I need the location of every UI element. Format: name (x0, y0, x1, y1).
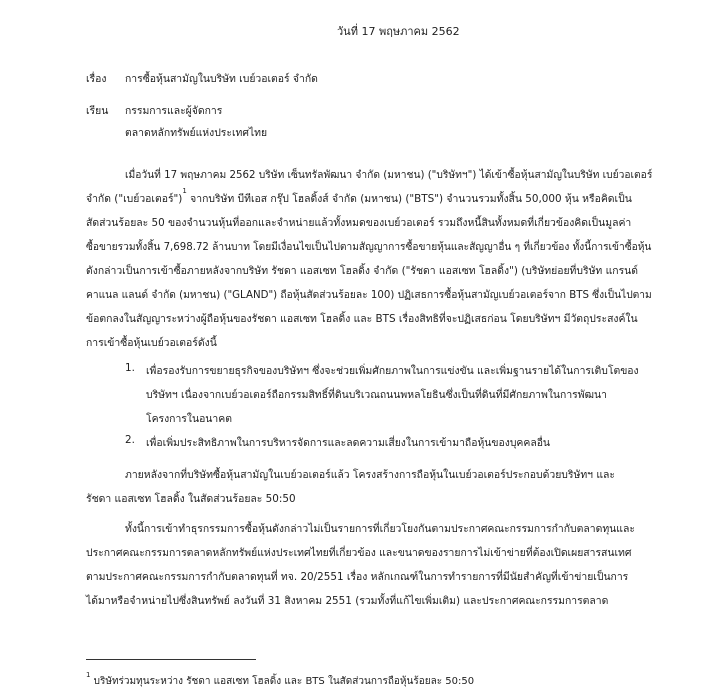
subject-text: การซื้อหุ้นสามัญในบริษัท เบย์วอเตอร์ จำกัด (125, 73, 318, 85)
recipient-label: เรียน (86, 105, 109, 117)
paragraph-line: ได้มาหรือจำหน่ายไปซึ่งสินทรัพย์ ลงวันที่ 31 สิงหาคม 2551 (รวมทั้งที่แก้ไขเพิ่มเติม) และประกาศคณะกรรมการตลาด (86, 595, 609, 607)
paragraph-line: ภายหลังจากที่บริษัทซื้อหุ้นสามัญในเบย์วอเตอร์แล้ว โครงสร้างการถือหุ้นในเบย์วอเตอร์ประกอบด้วยบริษัทฯ และ (125, 469, 615, 481)
paragraph-line: การเข้าซื้อหุ้นเบย์วอเตอร์ดังนี้ (86, 337, 217, 349)
paragraph-line (86, 187, 632, 207)
list-number: 2. (125, 434, 135, 446)
paragraph-line: เมื่อวันที่ 17 พฤษภาคม 2562 บริษัท เซ็นทรัลพัฒนา จำกัด (มหาชน) ("บริษัทฯ") ได้เข้าซื้อหุ้นสามัญในบริษัท เบย์วอเตอร์ (125, 169, 653, 181)
paragraph-line: ทั้งนี้การเข้าทำธุรกรรมการซื้อหุ้นดังกล่าวไม่เป็นรายการที่เกี่ยวโยงกันตามประกาศคณะกรรมการกำกับตลาดทุนและ (125, 523, 635, 535)
paragraph-line: ข้อตกลงในสัญญาระหว่างผู้ถือหุ้นของรัชดา แอสเซท โฮลดิ้ง และ BTS เรื่องสิทธิที่จะปฏิเสธก่อน โดยบริษัทฯ มีวัตถุประสงค์ใน (86, 313, 638, 325)
paragraph-text: จำกัด ("เบย์วอเตอร์") (86, 193, 183, 205)
paragraph-line: รัชดา แอสเซท โฮลดิ้ง ในสัดส่วนร้อยละ 50:50 (86, 493, 296, 505)
list-number: 1. (125, 362, 135, 374)
paragraph-line: คาแนล แลนด์ จำกัด (มหาชน) ("GLAND") ถือหุ้นสัดส่วนร้อยละ 100) ปฏิเสธการซื้อหุ้นสามัญเบย์วอเตอร์จาก BTS ซึ่งเป็นไปตาม (86, 289, 652, 301)
subject-label: เรื่อง (86, 73, 107, 85)
paragraph-line: ประกาศคณะกรรมการตลาดหลักทรัพย์แห่งประเทศไทยที่เกี่ยวข้อง และขนาดของรายการไม่เข้าข่ายที่ต้องเปิดเผยสารสนเทศ (86, 547, 632, 559)
footnote-text: บริษัทร่วมทุนระหว่าง รัชดา แอสเซท โฮลดิ้ง และ BTS ในสัดส่วนการถือหุ้นร้อยละ 50:50 (93, 676, 475, 687)
footnote-divider (86, 659, 256, 660)
list-item-line: โครงการในอนาคต (146, 413, 232, 425)
list-item-line: เพื่อเพิ่มประสิทธิภาพในการบริหารจัดการและลดความเสี่ยงในการเข้ามาถือหุ้นของบุคคลอื่น (146, 437, 551, 449)
paragraph-text: จากบริษัท บีทีเอส กรุ๊ป โฮลดิ้งส์ จำกัด (มหาชน) ("BTS") จำนวนรวมทั้งสิ้น 50,000 หุ้น หรือคิดเป็น (190, 193, 632, 205)
paragraph-line: ตามประกาศคณะกรรมการกำกับตลาดทุนที่ ทจ. 20/2551 เรื่อง หลักเกณฑ์ในการทำรายการที่มีนัยสำคัญที่เข้าข่ายเป็นการ (86, 571, 629, 583)
footnote-mark: 1 (86, 671, 91, 679)
list-item-line: เพื่อรองรับการขยายธุรกิจของบริษัทฯ ซึ่งจะช่วยเพิ่มศักยภาพในการแข่งขัน และเพิ่มฐานรายได้ในการเติบโตของ (146, 365, 639, 377)
recipient-line: ตลาดหลักทรัพย์แห่งประเทศไทย (125, 127, 268, 139)
list-item-line: บริษัทฯ เนื่องจากเบย์วอเตอร์ถือกรรมสิทธิ์ที่ดินบริเวณถนนพหลโยธินซึ่งเป็นที่ดินที่มีศักยภาพในการพัฒนา (146, 389, 607, 401)
paragraph-line: ซื้อขายรวมทั้งสิ้น 7,698.72 ล้านบาท โดยมีเงื่อนไขเป็นไปตามสัญญาการซื้อขายหุ้นและสัญญาอื่น ๆ ที่เกี่ยวข้อง ทั้งนี้การเข้าซื้อหุ้น (86, 241, 652, 253)
letter-date: วันที่ 17 พฤษภาคม 2562 (337, 25, 460, 38)
paragraph-line: สัดส่วนร้อยละ 50 ของจำนวนหุ้นที่ออกและจำหน่ายแล้วทั้งหมดของเบย์วอเตอร์ รวมถึงหนี้สินทั้งหมดที่เกี่ยวข้องคิดเป็นมูลค่า (86, 217, 632, 229)
paragraph-line: ดังกล่าวเป็นการเข้าซื้อภายหลังจากบริษัท รัชดา แอสเซท โฮลดิ้ง จำกัด ("รัชดา แอสเซท โฮลดิ้ง") (บริษัทย่อยที่บริษัท แกรนด์ (86, 265, 639, 277)
footnote-reference[interactable]: 1 (182, 187, 187, 195)
recipient-line: กรรมการและผู้จัดการ (125, 105, 223, 117)
footnote (86, 671, 475, 689)
